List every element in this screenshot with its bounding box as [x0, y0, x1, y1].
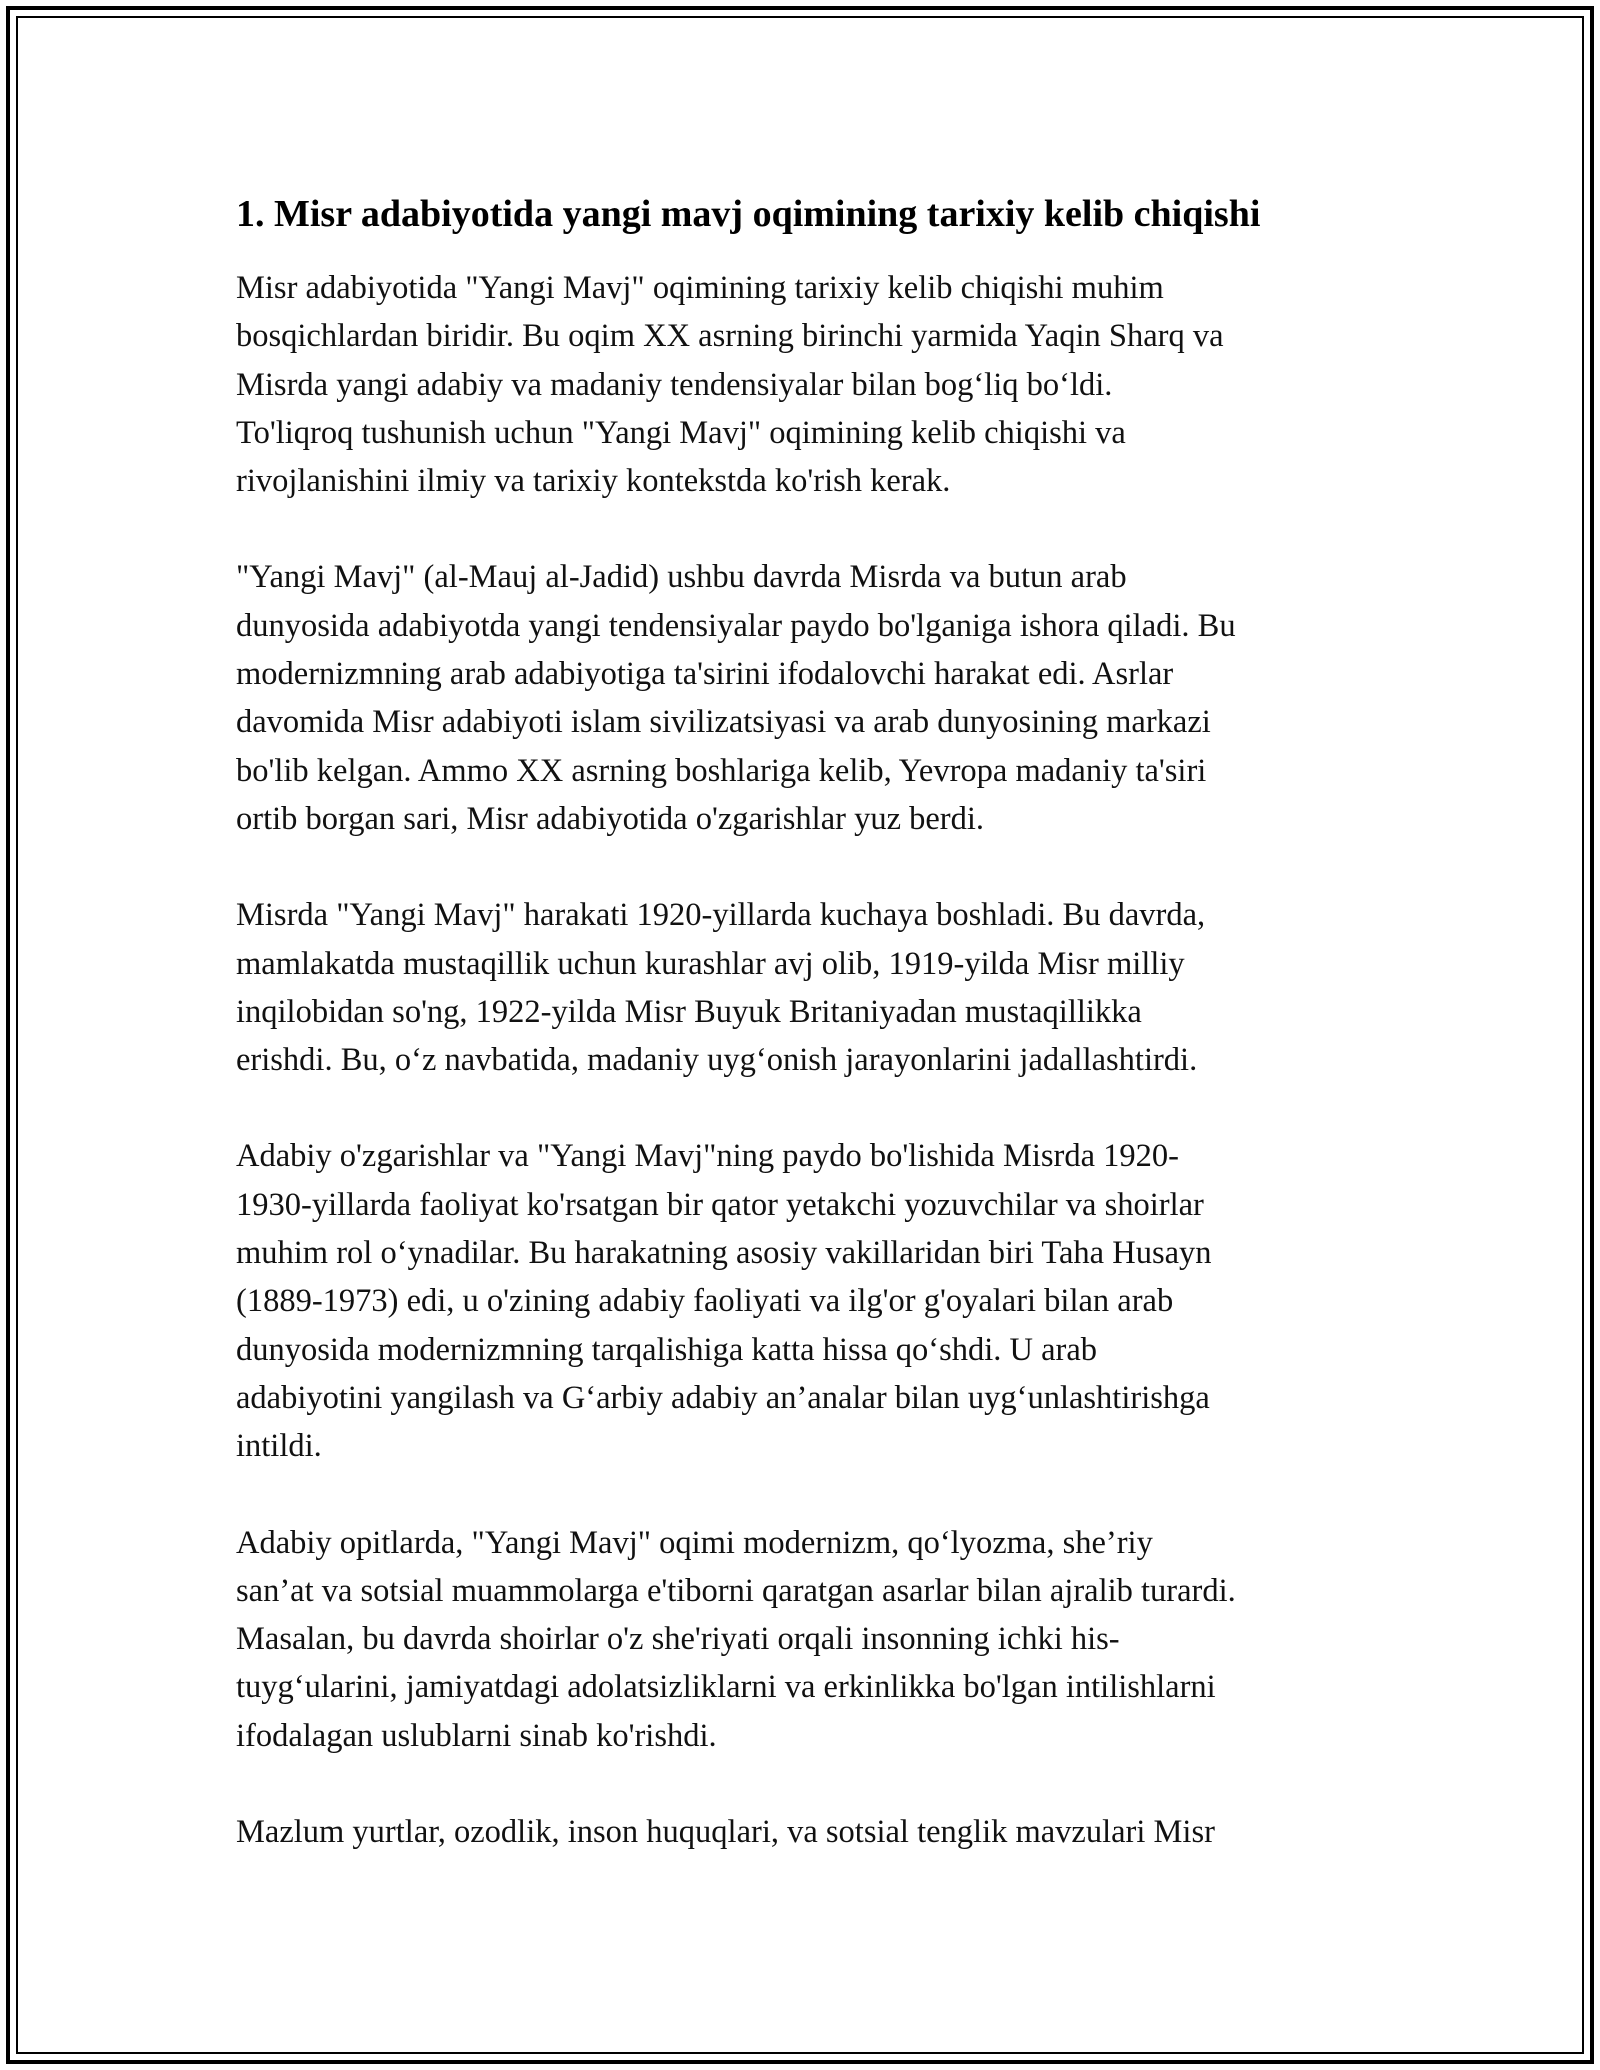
section-heading: 1. Misr adabiyotida yangi mavj oqimining tarixiy kelib chiqishi — [236, 193, 1261, 235]
paragraph-4: Adabiy o'zgarishlar va "Yangi Mavj"ning paydo bo'lishida Misrda 1920- 1930-yillarda faoliyat ko'rsatgan bir qator yetakchi yozuvchilar va shoirlar muhim rol o‘ynadilar. Bu harakatning asosiy vakillaridan biri Taha Husayn (1889-1973) edi, u o'zining adabiy faoliyati va ilg'or g'oyalari bilan arab dunyosida modernizmning tarqalishiga katta hissa qo‘shdi. U arab adabiyotini yangilash va G‘arbiy adabiy an’analar bilan uyg‘unlashtirishga intildi. — [236, 1138, 1212, 1465]
paragraph-6: Mazlum yurtlar, ozodlik, inson huquqlari, va sotsial tenglik mavzulari Misr — [236, 1814, 1215, 1851]
paragraph-5: Adabiy opitlarda, "Yangi Mavj" oqimi modernizm, qo‘lyozma, she’riy san’at va sotsial muammolarga e'tiborni qaratgan asarlar bilan ajralib turardi. Masalan, bu davrda shoirlar o'z she'riyati orqali insonning ichki his- tuyg‘ularini, jamiyatdagi adolatsizliklarni va erkinlikka bo'lgan intilishlarni ifodalagan uslublarni sinab ko'rishdi. — [236, 1524, 1236, 1754]
document-body — [236, 186, 1376, 1904]
paragraph-2: "Yangi Mavj" (al-Mauj al-Jadid) ushbu davrda Misrda va butun arab dunyosida adabiyotda yangi tendensiyalar paydo bo'lganiga ishora qiladi. Bu modernizmning arab adabiyotiga ta'sirini ifodalovchi harakat edi. Asrlar davomida Misr adabiyoti islam sivilizatsiyasi va arab dunyosining markazi bo'lib kelgan. Ammo XX asrning boshlariga kelib, Yevropa madaniy ta'siri ortib borgan sari, Misr adabiyotida o'zgarishlar yuz berdi. — [236, 559, 1236, 837]
paragraph-3: Misrda "Yangi Mavj" harakati 1920-yillarda kuchaya boshladi. Bu davrda, mamlakatda mustaqillik uchun kurashlar avj olib, 1919-yilda Misr milliy inqilobidan so'ng, 1922-yilda Misr Buyuk Britaniyadan mustaqillikka erishdi. Bu, o‘z navbatida, madaniy uyg‘onish jarayonlarini jadallashtirdi. — [236, 897, 1206, 1079]
paragraph-1: Misr adabiyotida "Yangi Mavj" oqimining tarixiy kelib chiqishi muhim bosqichlardan biridir. Bu oqim XX asrning birinchi yarmida Yaqin Sharq va Misrda yangi adabiy va madaniy tendensiyalar bilan bog‘liq bo‘ldi. To'liqroq tushunish uchun "Yangi Mavj" oqimining kelib chiqishi va rivojlanishini ilmiy va tarixiy kontekstda ko'rish kerak. — [236, 270, 1224, 500]
